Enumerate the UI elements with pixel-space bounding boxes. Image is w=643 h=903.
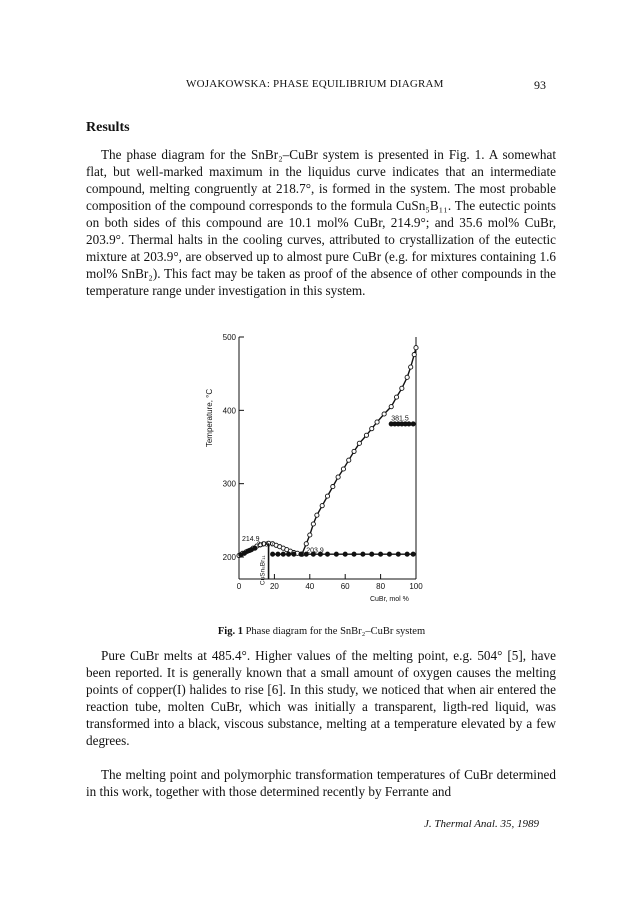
liquidus-right-point bbox=[341, 467, 345, 471]
eutectic-right-point bbox=[370, 552, 374, 556]
annotation-label: 214.9 bbox=[242, 535, 260, 543]
eutectic-right-point bbox=[292, 552, 296, 556]
liquidus-right-point bbox=[389, 405, 393, 409]
liquidus-right-point bbox=[400, 386, 404, 390]
eutectic-right-point bbox=[343, 552, 347, 556]
liquidus-right-point bbox=[375, 420, 379, 424]
liquidus-right-point bbox=[364, 433, 368, 437]
x-tick-label: 20 bbox=[269, 582, 279, 591]
paragraph-3: The melting point and polymorphic transformation temperatures of CuBr determined in this work, together with those determined recently by Ferrante and bbox=[86, 767, 556, 799]
eutectic-right-point bbox=[299, 552, 303, 556]
figure-caption-text: Phase diagram for the SnBr₂–CuBr system bbox=[245, 626, 426, 637]
liquidus-right-point bbox=[311, 522, 315, 526]
liquidus-right-point bbox=[315, 513, 319, 517]
journal-footer: J. Thermal Anal. 35, 1989 bbox=[424, 818, 539, 830]
page-number: 93 bbox=[534, 78, 546, 92]
liquidus-right-point bbox=[336, 475, 340, 479]
eutectic-right-point bbox=[405, 552, 409, 556]
liquidus-right-point bbox=[405, 375, 409, 379]
running-header bbox=[0, 78, 643, 94]
x-axis-label: CuBr, mol % bbox=[369, 596, 409, 603]
eutectic-right-point bbox=[271, 552, 275, 556]
y-tick-label: 200 bbox=[222, 553, 236, 562]
transition-point bbox=[411, 422, 415, 426]
liquidus-right-point bbox=[409, 365, 413, 369]
y-tick-label: 500 bbox=[222, 333, 236, 342]
phase-diagram-figure bbox=[196, 327, 436, 627]
eutectic-right-point bbox=[352, 552, 356, 556]
paragraph-1: The phase diagram for the SnBr₂–CuBr system is presented in Fig. 1. A somewhat flat, but well-marked maximum in the liquidus curve indicates that an intermediate compound, melting congruently at 218.7°, is formed in the system. The most probable composition of the compound corresponds to the formula CuSn₅B₁₁. The eutectic points on both sides of this compound are 10.1 mol% CuBr, 214.9°; and 35.6 mol% CuBr, 203.9°. Thermal halts in the cooling curves, attributed to crystallization of the eutectic mixture at 203.9°, are observed up to almost pure CuBr (e.g. for mixtures containing 1.6 mol% SnBr₂). This fact may be taken as proof of the absence of other compounds in the temperature range under investigation in this system. bbox=[86, 147, 556, 298]
eutectic-right-point bbox=[379, 552, 383, 556]
liquidus-right-point bbox=[412, 353, 416, 357]
chart-labels bbox=[205, 333, 423, 603]
x-tick-label: 60 bbox=[340, 582, 350, 591]
liquidus-right-point bbox=[347, 458, 351, 462]
y-axis-label: Temperature, °C bbox=[205, 388, 214, 448]
x-tick-label: 40 bbox=[305, 582, 315, 591]
x-tick-label: 80 bbox=[376, 582, 386, 591]
liquidus-right-point bbox=[382, 412, 386, 416]
liquidus-right-point bbox=[320, 504, 324, 508]
figure-caption bbox=[0, 626, 643, 637]
phase-diagram-chart bbox=[196, 327, 436, 627]
eutectic-right-point bbox=[387, 552, 391, 556]
y-tick-label: 400 bbox=[222, 406, 236, 416]
liquidus-right-line bbox=[302, 348, 416, 554]
section-heading: Results bbox=[86, 120, 130, 135]
liquidus-right-point bbox=[357, 441, 361, 445]
eutectic-right-point bbox=[276, 552, 280, 556]
eutectic-right-point bbox=[281, 552, 285, 556]
eutectic-right-point bbox=[411, 552, 415, 556]
y-tick-label: 300 bbox=[222, 479, 236, 489]
eutectic-right-point bbox=[325, 552, 329, 556]
eutectic-right-point bbox=[334, 552, 338, 556]
liquidus-right-point bbox=[331, 485, 335, 489]
annotation-label: 218.7 bbox=[256, 541, 275, 549]
liquidus-right-point bbox=[370, 427, 374, 431]
liquidus-right-point bbox=[304, 542, 308, 546]
paragraph-2: Pure CuBr melts at 485.4°. Higher values of the melting point, e.g. 504° [5], have been reported. It is generally known that a small amount of oxygen causes the melting points of copper(I) halides to rise [6]. In this study, we noticed that when air entered the reaction tube, molten CuBr, which was initially a transparent, ligth-red liquid, was transformed into a black, viscous substance, melting at a temperature elevated by a few degrees. bbox=[86, 648, 556, 748]
liquidus-right-point bbox=[325, 494, 329, 498]
compound-label: CuSn₅Br₁₁ bbox=[259, 555, 267, 586]
x-tick-label: 0 bbox=[236, 582, 242, 591]
eutectic-right-point bbox=[361, 552, 365, 556]
liquidus-right-point bbox=[308, 533, 312, 537]
x-tick-label: 100 bbox=[409, 582, 423, 591]
figure-caption-label: Fig. 1 bbox=[217, 626, 243, 637]
eutectic-right-point bbox=[396, 552, 400, 556]
annotation-label: 203.9 bbox=[306, 547, 324, 555]
running-title: WOJAKOWSKA: PHASE EQUILIBRIUM DIAGRAM bbox=[186, 78, 444, 90]
liquidus-right-point bbox=[394, 395, 398, 399]
annotation-label: 381.5 bbox=[391, 415, 409, 423]
eutectic-right-point bbox=[286, 552, 290, 556]
liquidus-right-point bbox=[352, 449, 356, 453]
liquidus-right-point bbox=[414, 346, 418, 350]
